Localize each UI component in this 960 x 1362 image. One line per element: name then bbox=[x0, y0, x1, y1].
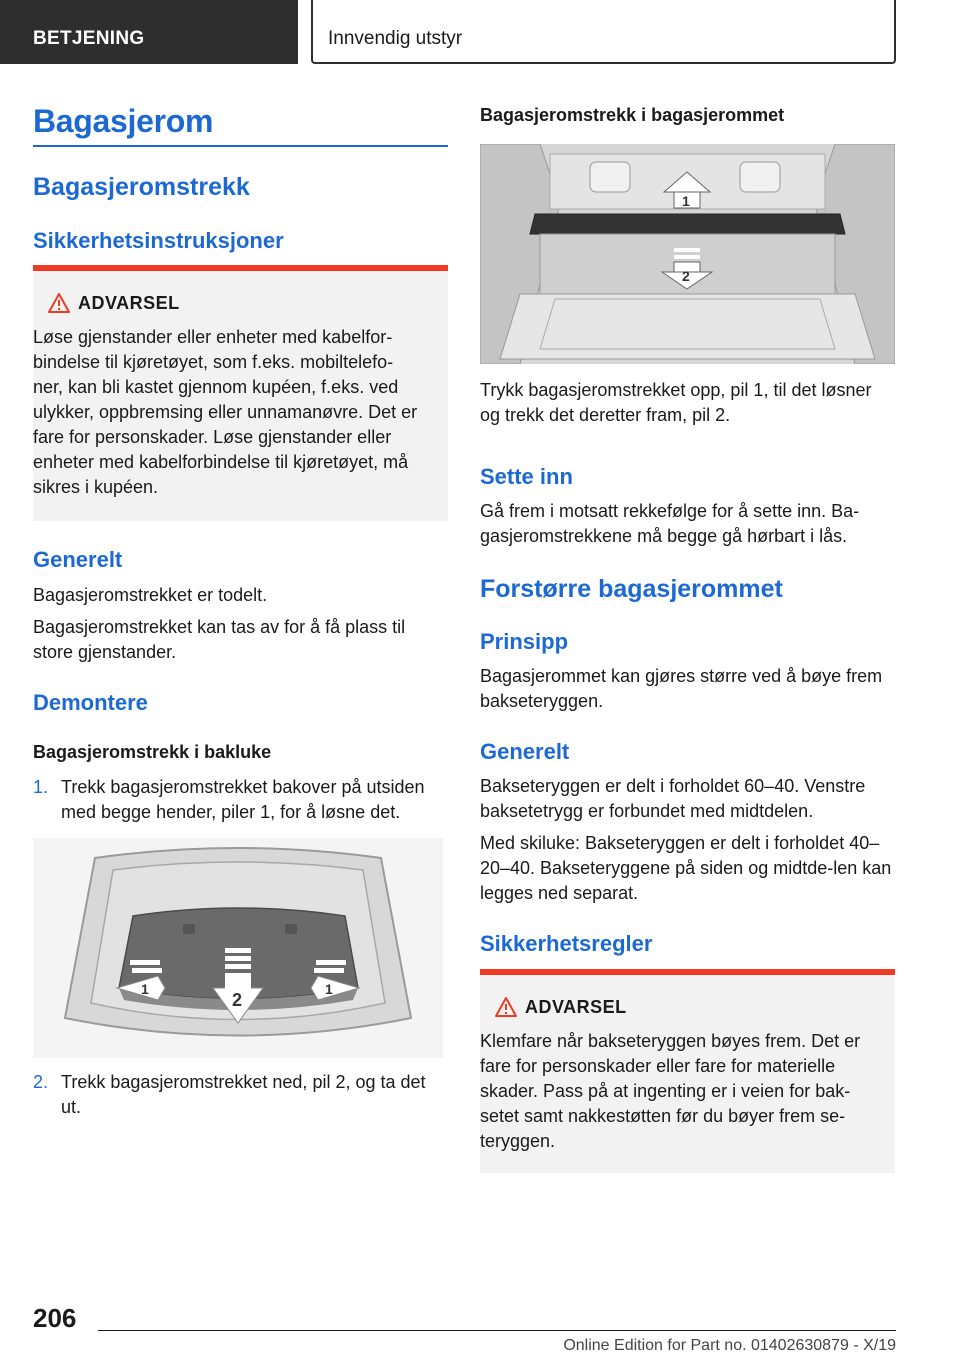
section-label: BETJENING bbox=[33, 28, 145, 49]
page-title: Bagasjerom bbox=[33, 103, 214, 139]
trunk-cover-figure bbox=[480, 144, 895, 364]
warning-body: Løse gjenstander eller enheter med kabelfor-bindelse til kjøretøyet, som f.eks. mobiltelefo-ner, kan bli kastet gjennom kupéen, f.eks. ved ulykker, oppbremsing eller unnamanøvre. Det er fare for personskader. Løse gjenstander eller enheter med kabelforbindelse til kjøretøyet, må sikres i kupéen. bbox=[33, 327, 418, 497]
tailgate-illustration bbox=[33, 838, 443, 1058]
principle-heading: Prinsipp bbox=[480, 629, 569, 654]
step-2 bbox=[33, 1070, 448, 1120]
title-rule bbox=[33, 145, 448, 147]
general-heading-right: Generelt bbox=[480, 739, 570, 764]
principle-text: Bagasjerommet kan gjøres større ved å bøye frem bakseteryggen. bbox=[480, 666, 883, 711]
general-paragraph-1: Bagasjeromstrekket er todelt. bbox=[33, 585, 268, 605]
warning-box-right bbox=[480, 969, 895, 1173]
trunk-text: Trykk bagasjeromstrekket opp, pil 1, til det løsner og trekk det deretter fram, pil 2. bbox=[480, 380, 872, 425]
arrow-up-label: 1 bbox=[682, 193, 690, 209]
edition-text: Online Edition for Part no. 01402630879 - X/19 bbox=[563, 1337, 896, 1354]
arrow-center-label: 2 bbox=[232, 990, 243, 1010]
hatch-cover-figure bbox=[33, 838, 443, 1058]
warning-body-right: Klemfare når bakseteryggen bøyes frem. Det er fare for personskader eller fare for materielle skader. Pass på at ingenting er i veien for bak-setet samt nakkestøtten før du bøyer frem se-teryggen. bbox=[480, 1031, 861, 1151]
step-2-text: Trekk bagasjeromstrekket ned, pil 2, og ta det ut. bbox=[61, 1072, 426, 1117]
insert-text: Gå frem i motsatt rekkefølge for å sette inn. Ba-gasjeromstrekkene må begge gå hørbart i lås. bbox=[480, 501, 860, 546]
general-right-paragraph-1: Bakseteryggen er delt i forholdet 60–40. Venstre baksetetrygg er forbundet med midtdelen. bbox=[480, 776, 866, 821]
warning-triangle-icon bbox=[48, 293, 70, 313]
arrow-right-label: 1 bbox=[325, 981, 333, 997]
safety-heading: Sikkerhetsinstruksjoner bbox=[33, 228, 284, 253]
warning-header-right bbox=[495, 997, 887, 1023]
enlarge-heading: Forstørre bagasjerommet bbox=[480, 575, 783, 603]
warning-title-right: ADVARSEL bbox=[525, 997, 627, 1017]
arrow-left-label: 1 bbox=[141, 981, 149, 997]
general-right-paragraph-2: Med skiluke: Bakseteryggen er delt i forholdet 40–20–40. Bakseteryggene på siden og midtde-len kan legges ned separat. bbox=[480, 833, 892, 903]
general-heading: Generelt bbox=[33, 547, 123, 572]
step-1-text: Trekk bagasjeromstrekket bakover på utsiden med begge hender, piler 1, for å løsne det. bbox=[61, 777, 425, 822]
page-header bbox=[0, 0, 960, 66]
hatch-heading: Bagasjeromstrekk i bakluke bbox=[33, 742, 272, 762]
insert-heading: Sette inn bbox=[480, 464, 573, 489]
step-1-number: 1. bbox=[33, 777, 49, 797]
warning-box bbox=[33, 265, 448, 521]
chapter-label: Innvendig utstyr bbox=[328, 28, 463, 49]
remove-heading: Demontere bbox=[33, 690, 148, 715]
step-1 bbox=[33, 775, 448, 825]
warning-header bbox=[48, 293, 440, 319]
trunk-illustration bbox=[480, 144, 895, 364]
warning-title: ADVARSEL bbox=[78, 293, 180, 313]
page-number: 206 bbox=[33, 1303, 77, 1333]
step-2-number: 2. bbox=[33, 1072, 49, 1092]
subtitle: Bagasjeromstrekk bbox=[33, 173, 250, 201]
footer-rule bbox=[98, 1330, 896, 1331]
general-paragraph-2: Bagasjeromstrekket kan tas av for å få plass til store gjenstander. bbox=[33, 617, 406, 662]
warning-triangle-icon bbox=[495, 997, 517, 1017]
trunk-heading: Bagasjeromstrekk i bagasjerommet bbox=[480, 105, 785, 125]
section-tab bbox=[0, 0, 298, 64]
safety-rules-heading: Sikkerhetsregler bbox=[480, 931, 653, 956]
chapter-tab bbox=[311, 0, 896, 64]
arrow-down-label: 2 bbox=[682, 268, 690, 284]
